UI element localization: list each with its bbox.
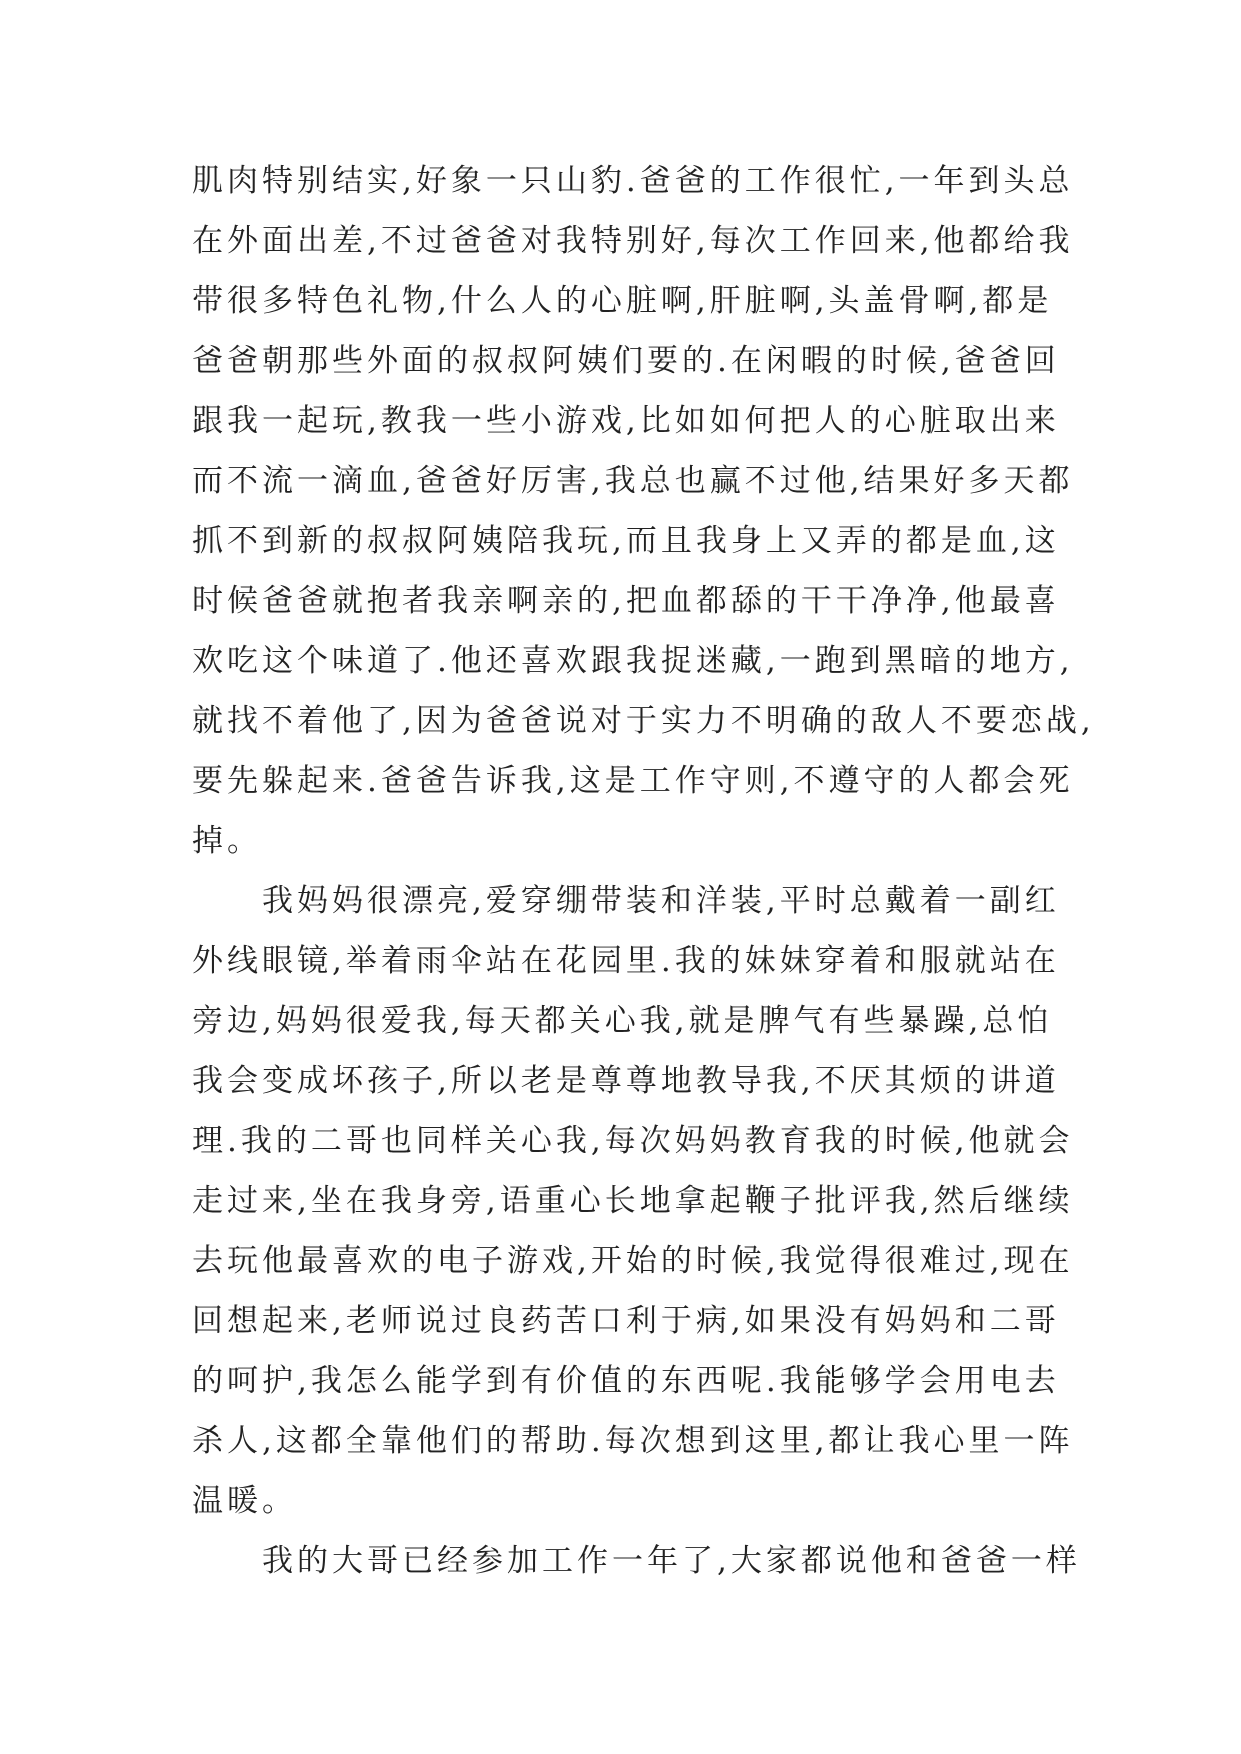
text-line: 而不流一滴血,爸爸好厉害,我总也赢不过他,结果好多天都	[192, 463, 1074, 499]
text-line: 理.我的二哥也同样关心我,每次妈妈教育我的时候,他就会	[192, 1123, 1074, 1159]
text-line: 欢吃这个味道了.他还喜欢跟我捉迷藏,一跑到黑暗的地方,	[192, 643, 1074, 679]
paragraph-start-line: 我妈妈很漂亮,爱穿绷带装和洋装,平时总戴着一副红	[262, 883, 1060, 919]
text-line: 跟我一起玩,教我一些小游戏,比如如何把人的心脏取出来	[192, 403, 1060, 439]
paragraph-start-line: 我的大哥已经参加工作一年了,大家都说他和爸爸一样	[262, 1543, 1081, 1579]
text-line: 要先躲起来.爸爸告诉我,这是工作守则,不遵守的人都会死	[192, 763, 1074, 799]
text-line: 抓不到新的叔叔阿姨陪我玩,而且我身上又弄的都是血,这	[192, 523, 1060, 559]
body-text	[192, 160, 1095, 1600]
text-line: 走过来,坐在我身旁,语重心长地拿起鞭子批评我,然后继续	[192, 1183, 1074, 1219]
text-line: 在外面出差,不过爸爸对我特别好,每次工作回来,他都给我	[192, 223, 1074, 259]
text-line: 就找不着他了,因为爸爸说对于实力不明确的敌人不要恋战,	[192, 703, 1095, 739]
text-line: 去玩他最喜欢的电子游戏,开始的时候,我觉得很难过,现在	[192, 1243, 1074, 1279]
text-line: 我会变成坏孩子,所以老是尊尊地教导我,不厌其烦的讲道	[192, 1063, 1060, 1099]
text-line: 掉。	[192, 823, 262, 859]
text-line: 的呵护,我怎么能学到有价值的东西呢.我能够学会用电去	[192, 1363, 1060, 1399]
text-line: 带很多特色礼物,什么人的心脏啊,肝脏啊,头盖骨啊,都是	[192, 283, 1053, 319]
text-line: 杀人,这都全靠他们的帮助.每次想到这里,都让我心里一阵	[192, 1423, 1074, 1459]
text-line: 温暖。	[192, 1483, 297, 1519]
text-line: 肌肉特别结实,好象一只山豹.爸爸的工作很忙,一年到头总	[192, 163, 1074, 199]
text-line: 旁边,妈妈很爱我,每天都关心我,就是脾气有些暴躁,总怕	[192, 1003, 1053, 1039]
text-line: 外线眼镜,举着雨伞站在花园里.我的妹妹穿着和服就站在	[192, 943, 1060, 979]
text-line: 时候爸爸就抱者我亲啊亲的,把血都舔的干干净净,他最喜	[192, 583, 1060, 619]
text-line: 爸爸朝那些外面的叔叔阿姨们要的.在闲暇的时候,爸爸回	[192, 343, 1060, 379]
text-line: 回想起来,老师说过良药苦口利于病,如果没有妈妈和二哥	[192, 1303, 1060, 1339]
